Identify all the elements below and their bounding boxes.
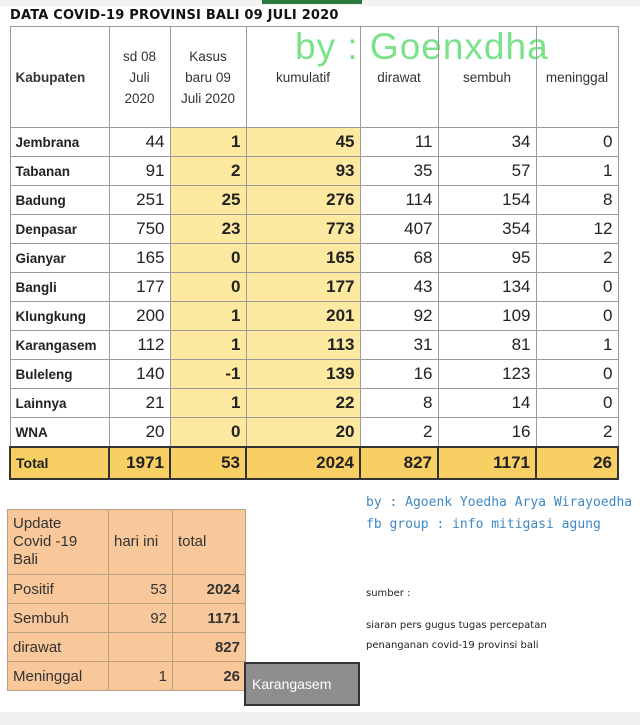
update-total[interactable]: 1171 — [173, 604, 246, 633]
cell-meninggal[interactable]: 2 — [536, 418, 618, 448]
table-row — [10, 302, 618, 331]
cell-sd08[interactable]: 251 — [109, 186, 170, 215]
cell-kumulatif[interactable]: 20 — [246, 418, 360, 448]
cell-dirawat[interactable]: 407 — [360, 215, 438, 244]
cell-dirawat[interactable]: 43 — [360, 273, 438, 302]
cell-sembuh[interactable]: 16 — [438, 418, 536, 448]
cell-dirawat[interactable]: 92 — [360, 302, 438, 331]
sheet-title: DATA COVID-19 PROVINSI BALI 09 JULI 2020 — [10, 8, 339, 23]
cell-sembuh[interactable]: 81 — [438, 331, 536, 360]
update-label[interactable]: dirawat — [8, 633, 109, 662]
table-row — [10, 360, 618, 389]
table-row — [10, 389, 618, 418]
source-line-1: siaran pers gugus tugas percepatan — [366, 620, 547, 631]
cell-kumulatif[interactable]: 773 — [246, 215, 360, 244]
cell-baru[interactable]: 1 — [170, 128, 246, 157]
cell-baru[interactable]: 1 — [170, 302, 246, 331]
credit-author: by : Agoenk Yoedha Arya Wirayoedha — [366, 495, 633, 510]
cell-baru[interactable]: 0 — [170, 244, 246, 273]
cell-dirawat[interactable]: 2 — [360, 418, 438, 448]
header-sd08[interactable]: sd 08 Juli 2020 — [109, 27, 170, 128]
cell-meninggal[interactable]: 0 — [536, 389, 618, 418]
cell-baru[interactable]: 23 — [170, 215, 246, 244]
update-title[interactable]: Update Covid -19 Bali — [8, 510, 109, 575]
total-meninggal[interactable]: 26 — [536, 447, 618, 479]
cell-sd08[interactable]: 750 — [109, 215, 170, 244]
table-row — [10, 273, 618, 302]
cell-baru[interactable]: 25 — [170, 186, 246, 215]
cell-baru[interactable]: 0 — [170, 418, 246, 448]
cell-dirawat[interactable]: 8 — [360, 389, 438, 418]
cell-sd08[interactable]: 91 — [109, 157, 170, 186]
cell-kumulatif[interactable]: 177 — [246, 273, 360, 302]
cell-dirawat[interactable]: 68 — [360, 244, 438, 273]
update-label[interactable]: Positif — [8, 575, 109, 604]
update-row — [8, 662, 246, 691]
cell-kumulatif[interactable]: 276 — [246, 186, 360, 215]
cell-dirawat[interactable]: 11 — [360, 128, 438, 157]
header-row — [10, 27, 618, 128]
cell-meninggal[interactable]: 0 — [536, 128, 618, 157]
update-col-today[interactable]: hari ini — [109, 510, 173, 575]
cell-baru[interactable]: 1 — [170, 331, 246, 360]
update-today[interactable]: 92 — [109, 604, 173, 633]
update-header-row — [8, 510, 246, 575]
cell-sd08[interactable]: 112 — [109, 331, 170, 360]
total-label[interactable]: Total — [10, 447, 109, 479]
cell-kumulatif[interactable]: 22 — [246, 389, 360, 418]
cell-sd08[interactable]: 200 — [109, 302, 170, 331]
cell-kumulatif[interactable]: 165 — [246, 244, 360, 273]
credit-block — [366, 492, 632, 536]
update-today[interactable]: 1 — [109, 662, 173, 691]
update-label[interactable]: Sembuh — [8, 604, 109, 633]
cell-sembuh[interactable]: 95 — [438, 244, 536, 273]
total-sembuh[interactable]: 1171 — [438, 447, 536, 479]
header-kasus-baru[interactable]: Kasus baru 09 Juli 2020 — [170, 27, 246, 128]
update-table — [7, 509, 246, 691]
update-row — [8, 575, 246, 604]
cell-meninggal[interactable]: 8 — [536, 186, 618, 215]
cell-meninggal[interactable]: 2 — [536, 244, 618, 273]
table-row — [10, 331, 618, 360]
update-col-total[interactable]: total — [173, 510, 246, 575]
cell-kumulatif[interactable]: 93 — [246, 157, 360, 186]
source-label: sumber : — [366, 588, 411, 599]
cell-meninggal[interactable]: 1 — [536, 331, 618, 360]
ribbon-strip — [0, 0, 640, 6]
cell-kumulatif[interactable]: 201 — [246, 302, 360, 331]
watermark: by : Goenxdha — [295, 26, 549, 67]
cell-sembuh[interactable]: 123 — [438, 360, 536, 389]
update-label[interactable]: Meninggal — [8, 662, 109, 691]
total-sd08[interactable]: 1971 — [109, 447, 170, 479]
cell-baru[interactable]: 1 — [170, 389, 246, 418]
total-row — [10, 447, 618, 479]
karangasem-button[interactable]: Karangasem — [244, 662, 360, 706]
cell-meninggal[interactable]: 0 — [536, 360, 618, 389]
cell-dirawat[interactable]: 114 — [360, 186, 438, 215]
row-name[interactable]: Jembrana — [10, 128, 109, 157]
header-dirawat[interactable]: dirawat — [360, 27, 438, 128]
total-kumulatif[interactable]: 2024 — [246, 447, 360, 479]
cell-baru[interactable]: -1 — [170, 360, 246, 389]
cell-meninggal[interactable]: 12 — [536, 215, 618, 244]
total-baru[interactable]: 53 — [170, 447, 246, 479]
table-row — [10, 128, 618, 157]
cell-sd08[interactable]: 165 — [109, 244, 170, 273]
cell-baru[interactable]: 0 — [170, 273, 246, 302]
cell-sembuh[interactable]: 134 — [438, 273, 536, 302]
cell-sembuh[interactable]: 14 — [438, 389, 536, 418]
cell-kumulatif[interactable]: 139 — [246, 360, 360, 389]
table-row — [10, 244, 618, 273]
cell-sembuh[interactable]: 34 — [438, 128, 536, 157]
row-name[interactable]: WNA — [10, 418, 109, 448]
cell-sembuh[interactable]: 109 — [438, 302, 536, 331]
row-name[interactable]: Lainnya — [10, 389, 109, 418]
cell-sd08[interactable]: 44 — [109, 128, 170, 157]
row-name[interactable]: Badung — [10, 186, 109, 215]
update-total[interactable]: 26 — [173, 662, 246, 691]
source-line-2: penanganan covid-19 provinsi bali — [366, 640, 539, 651]
credit-group: fb group : info mitigasi agung — [366, 517, 601, 532]
cell-sembuh[interactable]: 354 — [438, 215, 536, 244]
cell-dirawat[interactable]: 16 — [360, 360, 438, 389]
update-today[interactable]: 53 — [109, 575, 173, 604]
data-table — [9, 26, 619, 480]
cell-meninggal[interactable]: 0 — [536, 273, 618, 302]
cell-meninggal[interactable]: 1 — [536, 157, 618, 186]
row-name[interactable]: Bangli — [10, 273, 109, 302]
active-sheet-indicator — [262, 0, 362, 4]
cell-sd08[interactable]: 21 — [109, 389, 170, 418]
row-name[interactable]: Klungkung — [10, 302, 109, 331]
cell-baru[interactable]: 2 — [170, 157, 246, 186]
table-row — [10, 186, 618, 215]
row-name[interactable]: Karangasem — [10, 331, 109, 360]
cell-meninggal[interactable]: 0 — [536, 302, 618, 331]
header-kabupaten[interactable]: Kabupaten — [10, 27, 109, 128]
row-name[interactable]: Gianyar — [10, 244, 109, 273]
cell-dirawat[interactable]: 35 — [360, 157, 438, 186]
cell-sd08[interactable]: 20 — [109, 418, 170, 448]
update-row — [8, 633, 246, 662]
row-name[interactable]: Buleleng — [10, 360, 109, 389]
row-name[interactable]: Tabanan — [10, 157, 109, 186]
cell-sembuh[interactable]: 57 — [438, 157, 536, 186]
update-today[interactable] — [109, 633, 173, 662]
update-row — [8, 604, 246, 633]
cell-kumulatif[interactable]: 113 — [246, 331, 360, 360]
cell-sembuh[interactable]: 154 — [438, 186, 536, 215]
table-row — [10, 215, 618, 244]
cell-sd08[interactable]: 140 — [109, 360, 170, 389]
update-total[interactable]: 827 — [173, 633, 246, 662]
cell-kumulatif[interactable]: 45 — [246, 128, 360, 157]
cell-dirawat[interactable]: 31 — [360, 331, 438, 360]
table-row — [10, 418, 618, 448]
bottom-bar — [0, 712, 640, 725]
table-row — [10, 157, 618, 186]
row-name[interactable]: Denpasar — [10, 215, 109, 244]
header-kumulatif[interactable]: kumulatif — [246, 27, 360, 128]
header-sembuh[interactable]: sembuh — [438, 27, 536, 128]
cell-sd08[interactable]: 177 — [109, 273, 170, 302]
update-total[interactable]: 2024 — [173, 575, 246, 604]
total-dirawat[interactable]: 827 — [360, 447, 438, 479]
header-meninggal[interactable]: meninggal — [536, 27, 618, 128]
